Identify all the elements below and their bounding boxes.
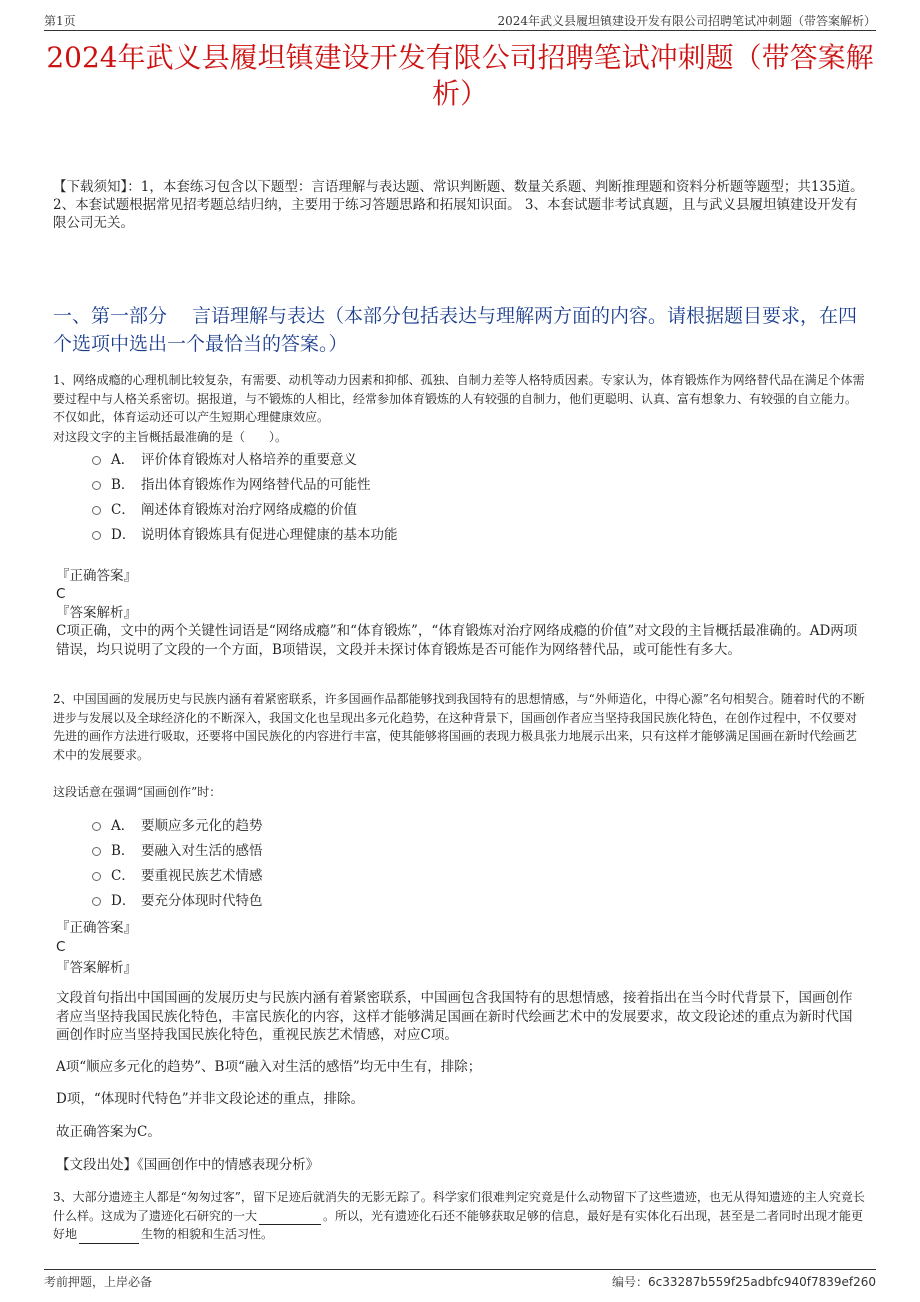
question-2-conclusion: 故正确答案为C。 (56, 1124, 161, 1140)
question-2-option-c[interactable]: C． 要重视民族艺术情感 (92, 866, 263, 886)
question-1-answer: C (56, 586, 66, 602)
fill-blank-2[interactable] (79, 1231, 139, 1244)
question-1-option-b[interactable]: B． 指出体育锻炼作为网络替代品的可能性 (92, 475, 371, 495)
question-1-option-a[interactable]: A． 评价体育锻炼对人格培养的重要意义 (92, 450, 357, 470)
radio-icon[interactable] (92, 822, 101, 831)
question-2-option-a[interactable]: A． 要顺应多元化的趋势 (92, 816, 263, 836)
question-1-answer-label: 『正确答案』 (56, 568, 137, 584)
question-1-analysis: C项正确，文中的两个关键性词语是“网络成瘾”和“体育锻炼”，“体育锻炼对治疗网络成瘾的价值”对文段的主旨概括最准确的。AD两项错误，均只说明了文段的一个方面，B项错误，文段并未探讨体育锻炼是否可能作为网络替代品，或可能性有多大。 (56, 623, 858, 658)
question-2-prompt: 这段话意在强调“国画创作”时： (53, 785, 222, 799)
radio-icon[interactable] (92, 531, 101, 540)
question-1-option-c[interactable]: C． 阐述体育锻炼对治疗网络成瘾的价值 (92, 500, 357, 520)
question-2-analysis-ab: A项“顺应多元化的趋势”、B项“融入对生活的感悟”均无中生有，排除； (56, 1059, 482, 1075)
section-heading: 一、第一部分 言语理解与表达（本部分包括表达与理解两方面的内容。请根据题目要求，在四个选项中选出一个最恰当的答案。） (53, 305, 858, 355)
radio-icon[interactable] (92, 897, 101, 906)
question-1-analysis-label: 『答案解析』 (56, 605, 137, 621)
question-2-answer-label: 『正确答案』 (56, 920, 137, 936)
download-notice: 【下载须知】：1，本套练习包含以下题型：言语理解与表达题、常识判断题、数量关系题、判断推理题和资料分析题等题型；共135道。 2、本套试题根据常见招考题总结归纳，主要用于练习答题思路和拓展知识面。 3、本套试题非考试真题，且与武义县履坦镇建设开发有限公司无关。 (53, 179, 864, 231)
footer-slogan: 考前押题，上岸必备 (44, 1275, 153, 1289)
document-title: 2024年武义县履坦镇建设开发有限公司招聘笔试冲刺题（带答案解析） (46, 41, 874, 110)
radio-icon[interactable] (92, 872, 101, 881)
document-id: 编号：6c33287b559f25adbfc940f7839ef260 (611, 1275, 876, 1289)
page-number: 第1页 (44, 14, 76, 28)
fill-blank-1[interactable] (259, 1212, 321, 1225)
question-1-prompt: 对这段文字的主旨概括最准确的是（ ）。 (53, 430, 288, 444)
question-2-answer: C (56, 939, 66, 955)
question-1-option-d[interactable]: D． 说明体育锻炼具有促进心理健康的基本功能 (92, 525, 398, 545)
page-footer (44, 1269, 876, 1290)
question-2-source: 【文段出处】《国画创作中的情感表现分析》 (56, 1157, 320, 1173)
question-2-option-d[interactable]: D． 要充分体现时代特色 (92, 891, 263, 911)
radio-icon[interactable] (92, 481, 101, 490)
question-1-stem: 1、网络成瘾的心理机制比较复杂，有需要、动机等动力因素和抑郁、孤独、自制力差等人格特质因素。专家认为，体育锻炼作为网络替代品在满足个体需要过程中与人格关系密切。据报道，与不锻炼的人相比，经常参加体育锻炼的人有较强的自制力，他们更聪明、认真、富有想象力、有较强的自立能力。不仅如此，体育运动还可以产生短期心理健康效应。 (53, 373, 865, 424)
radio-icon[interactable] (92, 506, 101, 515)
question-2-option-b[interactable]: B． 要融入对生活的感悟 (92, 841, 263, 861)
header-title: 2024年武义县履坦镇建设开发有限公司招聘笔试冲刺题（带答案解析） (497, 14, 876, 28)
question-2-analysis-label: 『答案解析』 (56, 960, 137, 976)
page-header (44, 10, 876, 31)
question-2-analysis-d: D项，“体现时代特色”并非文段论述的重点，排除。 (56, 1091, 365, 1107)
question-2-stem: 2、中国国画的发展历史与民族内涵有着紧密联系，许多国画作品都能够找到我国特有的思想情感，与“外师造化，中得心源”名句相契合。随着时代的不断进步与发展以及全球经济化的不断深入，我国文化也呈现出多元化趋势，在这种背景下，国画创作者应当坚持我国民族化特色，在创作过程中，不仅要对先进的画作方法进行吸取，还要将中国民族化的内容进行丰富，使其能够将国画的表现力极具张力地展示出来，只有这样才能够满足国画在新时代绘画艺术中的发展要求。 (53, 692, 865, 762)
radio-icon[interactable] (92, 847, 101, 856)
question-2-analysis: 文段首句指出中国国画的发展历史与民族内涵有着紧密联系，中国画包含我国特有的思想情感，接着指出在当今时代背景下，国画创作者应当坚持我国民族化特色，丰富民族化的内容，这样才能够满足国画在新时代绘画艺术中的发展要求，故文段论述的重点为新时代国画创作时应当坚持我国民族化特色，重视民族艺术情感，对应C项。 (56, 990, 853, 1043)
radio-icon[interactable] (92, 456, 101, 465)
question-3-stem: 3、大部分遗迹主人都是“匆匆过客”，留下足迹后就消失的无影无踪了。科学家们很难判定究竟是什么动物留下了这些遗迹，也无从得知遗迹的主人究竟长什么样。这成为了遗迹化石研究的一大 。所以，光有遗迹化石还不能够获取足够的信息，最好是有实体化石出现，甚至是二者同时出现才能更好地 生物的相貌和生活习性。 (53, 1188, 868, 1244)
